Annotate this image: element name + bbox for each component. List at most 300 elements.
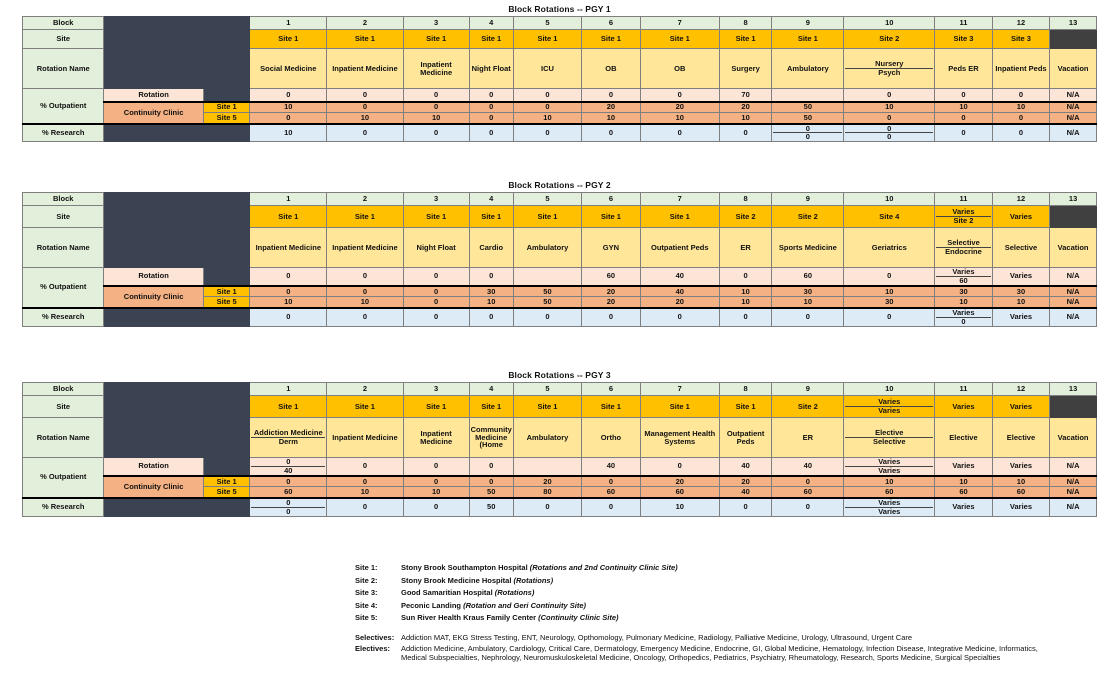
data-cell: 0 [640, 124, 719, 142]
data-cell: 0 [772, 498, 844, 516]
data-cell: 20 [582, 286, 641, 297]
data-cell: Site 1 [719, 396, 772, 418]
data-cell: 0 [327, 476, 404, 487]
table-row-rotation-name [23, 418, 1097, 458]
data-cell: 50 [513, 286, 581, 297]
data-cell [844, 498, 935, 516]
data-cell: Outpatient Peds [640, 228, 719, 268]
data-cell: 0 [719, 308, 772, 326]
data-cell: 0 [469, 124, 513, 142]
data-cell: Block [23, 17, 104, 30]
site-legend-value [401, 588, 534, 597]
table-title: Block Rotations -- PGY 3 [508, 370, 611, 380]
data-cell: 10 [844, 476, 935, 487]
data-cell: Inpatient Medicine [327, 418, 404, 458]
data-cell: 8 [719, 383, 772, 396]
data-cell: 20 [719, 102, 772, 113]
data-cell [935, 268, 992, 286]
data-cell: Site 1 [403, 396, 469, 418]
data-cell: Varies [992, 268, 1049, 286]
selective-legend-row [355, 633, 1038, 642]
data-cell: 6 [582, 193, 641, 206]
site-legend-key: Site 1: [355, 563, 378, 572]
data-cell-part: Nursery [845, 60, 933, 69]
selective-legend-line: Addiction Medicine, Ambulatory, Cardiology, Critical Care, Dermatology, Emergency Medicine, Endocrine, GI, Global Medicine, Hematology, Infection Disease, Integrative Medicine, Informatics, [401, 644, 1038, 653]
data-cell: Varies [935, 396, 992, 418]
data-cell: 0 [250, 89, 327, 102]
site-legend-row [355, 588, 678, 597]
data-cell: Ambulatory [772, 49, 844, 89]
data-cell: 60 [992, 487, 1049, 498]
table-title: Block Rotations -- PGY 1 [508, 4, 611, 14]
data-cell: 0 [582, 89, 641, 102]
data-cell: Site 1 [203, 286, 250, 297]
data-cell: 10 [640, 113, 719, 124]
selective-legend-line: Medical Subspecialties, Nephrology, Neuromuskuloskeletal Medicine, Oncology, Orthopedics, Pediatrics, Psychiatry, Rheumatology, Research, Sports Medicine, Surgical Specialties [401, 653, 1001, 662]
data-cell: 10 [844, 383, 935, 396]
data-cell: 20 [640, 297, 719, 308]
data-cell: N/A [1050, 297, 1097, 308]
data-cell: 10 [935, 476, 992, 487]
table-row-cc-site1 [23, 286, 1097, 297]
data-cell: Site 1 [513, 206, 581, 228]
data-cell: N/A [1050, 498, 1097, 516]
data-cell: % Outpatient [23, 268, 104, 308]
data-cell: 5 [513, 383, 581, 396]
data-cell: Site 1 [403, 206, 469, 228]
data-cell: Site 5 [203, 297, 250, 308]
data-cell [1050, 206, 1097, 228]
data-cell: 2 [327, 193, 404, 206]
data-cell-part: Selective [872, 437, 906, 446]
table-row-cc-site1 [23, 476, 1097, 487]
data-cell: % Research [23, 124, 104, 142]
data-cell: Site 1 [640, 396, 719, 418]
site-legend-key: Site 4: [355, 600, 378, 610]
data-cell: Site 2 [772, 396, 844, 418]
data-cell: 60 [772, 487, 844, 498]
selective-legend-row [355, 644, 1038, 662]
data-cell [844, 124, 935, 142]
data-cell-part: 0 [845, 125, 933, 134]
selective-legend-key: Selectives: [355, 633, 395, 642]
data-cell: Rotation [104, 458, 203, 476]
data-cell: 10 [513, 113, 581, 124]
data-cell: 10 [327, 487, 404, 498]
data-cell: 40 [640, 286, 719, 297]
data-cell: 0 [327, 286, 404, 297]
data-cell: 0 [469, 458, 513, 476]
data-cell [104, 308, 250, 326]
data-cell: Inpatient Medicine [250, 228, 327, 268]
data-cell [935, 228, 992, 268]
table-block-pgy2 [22, 180, 1097, 327]
data-cell: Site 1 [327, 396, 404, 418]
site-legend-note: (Rotations and 2nd Continuity Clinic Site) [529, 563, 678, 572]
data-cell: 0 [469, 89, 513, 102]
data-cell: Site 4 [844, 206, 935, 228]
table-row-block [23, 17, 1097, 30]
data-cell: Outpatient Peds [719, 418, 772, 458]
data-cell: 20 [719, 476, 772, 487]
data-cell: Site 2 [772, 206, 844, 228]
data-cell [772, 89, 844, 102]
data-cell: 5 [513, 193, 581, 206]
data-cell: 50 [469, 487, 513, 498]
data-cell [104, 193, 250, 206]
selective-legend-value [401, 633, 912, 642]
data-cell-part: 0 [286, 506, 291, 516]
data-cell: 30 [844, 297, 935, 308]
data-cell: 40 [640, 268, 719, 286]
selective-legend-value [401, 644, 1038, 662]
data-cell: 13 [1050, 383, 1097, 396]
table-block-pgy3 [22, 370, 1097, 517]
data-cell: 10 [844, 286, 935, 297]
data-cell: 0 [582, 124, 641, 142]
data-cell: 8 [719, 193, 772, 206]
data-cell: 0 [719, 124, 772, 142]
data-cell: Site [23, 206, 104, 228]
data-cell: 30 [469, 286, 513, 297]
data-cell: 9 [772, 383, 844, 396]
data-cell-part: Varies [936, 309, 990, 318]
table-row-research [23, 124, 1097, 142]
data-cell: 10 [935, 102, 992, 113]
data-cell: % Outpatient [23, 89, 104, 124]
data-cell: Site 1 [469, 206, 513, 228]
site-legend-name: Peconic Landing [401, 600, 464, 610]
data-cell: 0 [250, 476, 327, 487]
data-cell-part: Derm [278, 437, 298, 446]
data-cell: 10 [403, 113, 469, 124]
site-legend-note: (Rotations) [513, 575, 554, 585]
data-cell-part: Varies [936, 268, 990, 277]
table-row-rotation-pct [23, 458, 1097, 476]
data-cell: Night Float [403, 228, 469, 268]
data-cell: 10 [719, 286, 772, 297]
site-legend-value [401, 601, 586, 610]
table-row-rotation-pct [23, 268, 1097, 286]
data-cell: 0 [250, 308, 327, 326]
data-cell: Cardio [469, 228, 513, 268]
site-legend-value [401, 576, 553, 585]
data-cell: N/A [1050, 102, 1097, 113]
data-cell: Site 1 [513, 30, 581, 49]
selectives-electives-legend [355, 633, 1038, 664]
data-cell-part: 40 [284, 465, 293, 475]
data-cell [104, 124, 250, 142]
data-cell: 11 [935, 193, 992, 206]
data-cell: N/A [1050, 487, 1097, 498]
data-cell: Varies [935, 458, 992, 476]
data-cell: 0 [844, 113, 935, 124]
data-cell: 0 [469, 268, 513, 286]
data-cell [104, 49, 250, 89]
data-cell: 0 [403, 286, 469, 297]
data-cell: 0 [992, 113, 1049, 124]
data-cell-part: Varies [936, 208, 990, 217]
data-cell: Site 5 [203, 113, 250, 124]
data-cell-part: Psych [878, 68, 901, 77]
table-row-research [23, 498, 1097, 516]
data-cell: 10 [582, 113, 641, 124]
data-cell: 10 [935, 297, 992, 308]
data-cell: 10 [250, 124, 327, 142]
data-cell-part: Varies [878, 465, 901, 475]
data-cell [513, 458, 581, 476]
data-cell: 0 [719, 268, 772, 286]
data-cell: Site 5 [203, 487, 250, 498]
data-cell: 10 [469, 297, 513, 308]
data-cell: % Outpatient [23, 458, 104, 498]
data-cell: Site 1 [582, 30, 641, 49]
data-cell: Continuity Clinic [104, 476, 203, 498]
data-cell: 8 [719, 17, 772, 30]
data-cell: Continuity Clinic [104, 286, 203, 308]
data-cell: Site 1 [719, 30, 772, 49]
data-cell: Ortho [582, 418, 641, 458]
data-cell: 12 [992, 17, 1049, 30]
data-cell: 40 [582, 458, 641, 476]
data-cell: 9 [772, 193, 844, 206]
site-legend-name: Stony Brook Southampton Hospital [401, 563, 530, 572]
data-cell: Site 1 [203, 102, 250, 113]
data-cell: 60 [582, 268, 641, 286]
data-cell: Surgery [719, 49, 772, 89]
data-cell: 0 [935, 124, 992, 142]
data-cell: % Research [23, 498, 104, 516]
data-cell: 80 [513, 487, 581, 498]
data-cell [513, 268, 581, 286]
data-cell: 10 [250, 297, 327, 308]
data-cell: Inpatient Peds [992, 49, 1049, 89]
data-cell: Rotation Name [23, 418, 104, 458]
data-cell: 0 [403, 476, 469, 487]
data-cell: N/A [1050, 113, 1097, 124]
selective-legend-key: Electives: [355, 644, 391, 653]
data-cell: 0 [640, 308, 719, 326]
data-cell: 0 [327, 308, 404, 326]
data-cell: Social Medicine [250, 49, 327, 89]
data-cell-part: 0 [887, 132, 892, 142]
data-cell: 0 [403, 268, 469, 286]
data-cell: 20 [582, 297, 641, 308]
data-cell: 11 [935, 383, 992, 396]
data-cell: 0 [403, 124, 469, 142]
data-cell: Site 1 [469, 30, 513, 49]
site-legend-note: (Rotations) [494, 588, 535, 597]
data-cell: 0 [640, 89, 719, 102]
data-cell: Inpatient Medicine [327, 228, 404, 268]
data-cell: 0 [469, 102, 513, 113]
data-cell-part: Varies [878, 406, 901, 415]
data-cell [104, 383, 250, 396]
data-cell: 10 [844, 17, 935, 30]
data-cell: Block [23, 383, 104, 396]
data-cell: 0 [403, 458, 469, 476]
data-cell: Night Float [469, 49, 513, 89]
data-cell: 0 [582, 476, 641, 487]
data-cell: Selective [992, 228, 1049, 268]
data-cell [250, 458, 327, 476]
data-cell: 20 [640, 476, 719, 487]
data-cell: 40 [719, 487, 772, 498]
data-cell [104, 418, 250, 458]
data-cell: N/A [1050, 286, 1097, 297]
data-cell: Site 1 [513, 396, 581, 418]
data-cell: 0 [513, 308, 581, 326]
data-cell: 0 [935, 89, 992, 102]
data-cell: 4 [469, 17, 513, 30]
data-cell: Site 1 [403, 30, 469, 49]
data-cell: OB [640, 49, 719, 89]
data-cell: 7 [640, 17, 719, 30]
data-cell: 10 [719, 297, 772, 308]
site-legend-name: Good Samaritian Hospital [401, 588, 495, 597]
data-cell-part: 0 [961, 316, 966, 326]
data-cell [935, 206, 992, 228]
data-cell [1050, 30, 1097, 49]
data-cell [844, 49, 935, 89]
table-row-site [23, 396, 1097, 418]
data-cell: 2 [327, 383, 404, 396]
data-cell-part: Selective [936, 239, 990, 248]
data-cell-part: 0 [773, 125, 842, 134]
site-legend-note: (Rotation and Geri Continuity Site) [463, 600, 587, 610]
data-cell [1050, 396, 1097, 418]
table-row-site [23, 30, 1097, 49]
data-cell: 0 [327, 458, 404, 476]
site-legend-key: Site 2: [355, 575, 378, 585]
data-cell-part: Addiction Medicine [251, 429, 325, 438]
data-cell: 0 [250, 113, 327, 124]
data-cell: 0 [513, 89, 581, 102]
data-cell: Ambulatory [513, 418, 581, 458]
site-legend-name: Sun River Health Kraus Family Center [401, 613, 539, 622]
selective-legend-line: Addiction MAT, EKG Stress Testing, ENT, Neurology, Opthomology, Pulmonary Medicine, Radiology, Palliative Medicine, Urology, Ultrasound, Urgent Care [401, 633, 913, 642]
data-cell: 0 [844, 308, 935, 326]
data-cell: 60 [772, 268, 844, 286]
data-cell: ICU [513, 49, 581, 89]
data-cell [104, 17, 250, 30]
data-cell: 60 [935, 487, 992, 498]
site-legend-note: (Continuity Clinic Site) [538, 613, 619, 622]
data-cell: Block [23, 193, 104, 206]
data-cell-part: Varies [845, 499, 933, 508]
data-cell: Site 2 [844, 30, 935, 49]
site-legend-value [401, 563, 678, 572]
data-cell: Elective [992, 418, 1049, 458]
data-cell [104, 206, 250, 228]
data-cell: 10 [403, 487, 469, 498]
data-cell: Site 3 [992, 30, 1049, 49]
data-cell: 0 [403, 102, 469, 113]
data-cell: 0 [935, 113, 992, 124]
data-cell: 0 [513, 102, 581, 113]
data-cell: 12 [992, 383, 1049, 396]
data-cell: 30 [992, 286, 1049, 297]
data-cell [104, 228, 250, 268]
data-cell: 0 [513, 124, 581, 142]
data-cell: 10 [992, 297, 1049, 308]
data-cell: 20 [582, 102, 641, 113]
data-cell: Management Health Systems [640, 418, 719, 458]
data-cell: 0 [403, 498, 469, 516]
data-cell: 7 [640, 193, 719, 206]
data-cell: N/A [1050, 458, 1097, 476]
data-cell: 10 [327, 113, 404, 124]
data-cell: 50 [469, 498, 513, 516]
data-cell: 1 [250, 193, 327, 206]
data-cell: 0 [327, 124, 404, 142]
data-cell: 1 [250, 17, 327, 30]
data-cell [203, 268, 250, 286]
data-cell: OB [582, 49, 641, 89]
data-cell: 30 [772, 286, 844, 297]
data-cell: 0 [250, 286, 327, 297]
data-cell: 70 [719, 89, 772, 102]
data-cell: Varies [935, 498, 992, 516]
data-cell: % Research [23, 308, 104, 326]
data-cell: Site 3 [935, 30, 992, 49]
data-cell: 50 [772, 102, 844, 113]
data-cell: Site 1 [327, 206, 404, 228]
data-cell: N/A [1050, 308, 1097, 326]
data-cell: Peds ER [935, 49, 992, 89]
data-cell: Varies [992, 206, 1049, 228]
data-cell: 40 [772, 458, 844, 476]
data-cell: 20 [640, 102, 719, 113]
data-cell [844, 396, 935, 418]
data-cell: 30 [935, 286, 992, 297]
table-row-block [23, 383, 1097, 396]
data-cell: 60 [582, 487, 641, 498]
data-cell: N/A [1050, 89, 1097, 102]
site-legend-value [401, 613, 619, 622]
data-cell: 0 [327, 498, 404, 516]
data-cell: 40 [719, 458, 772, 476]
data-cell: Site 1 [203, 476, 250, 487]
rotation-grid [22, 192, 1097, 327]
data-cell [203, 458, 250, 476]
data-cell [250, 498, 327, 516]
site-legend [355, 563, 678, 626]
data-cell: 10 [327, 297, 404, 308]
data-cell [104, 498, 250, 516]
data-cell: 50 [513, 297, 581, 308]
data-cell [104, 396, 250, 418]
table-row-rotation-name [23, 49, 1097, 89]
data-cell: 10 [640, 498, 719, 516]
data-cell: 10 [844, 193, 935, 206]
data-cell: 3 [403, 383, 469, 396]
data-cell: 10 [250, 102, 327, 113]
data-cell: Rotation Name [23, 49, 104, 89]
data-cell-part: 60 [959, 275, 968, 285]
data-cell-part: Varies [845, 458, 933, 467]
site-legend-row [355, 576, 678, 585]
table-row-site [23, 206, 1097, 228]
table-row-rotation-pct [23, 89, 1097, 102]
data-cell: 0 [513, 498, 581, 516]
data-cell: N/A [1050, 124, 1097, 142]
data-cell: 4 [469, 383, 513, 396]
data-cell-part: Endocrine [945, 247, 982, 256]
data-cell: Site [23, 30, 104, 49]
data-cell: Site 1 [640, 30, 719, 49]
data-cell: Site 1 [582, 206, 641, 228]
